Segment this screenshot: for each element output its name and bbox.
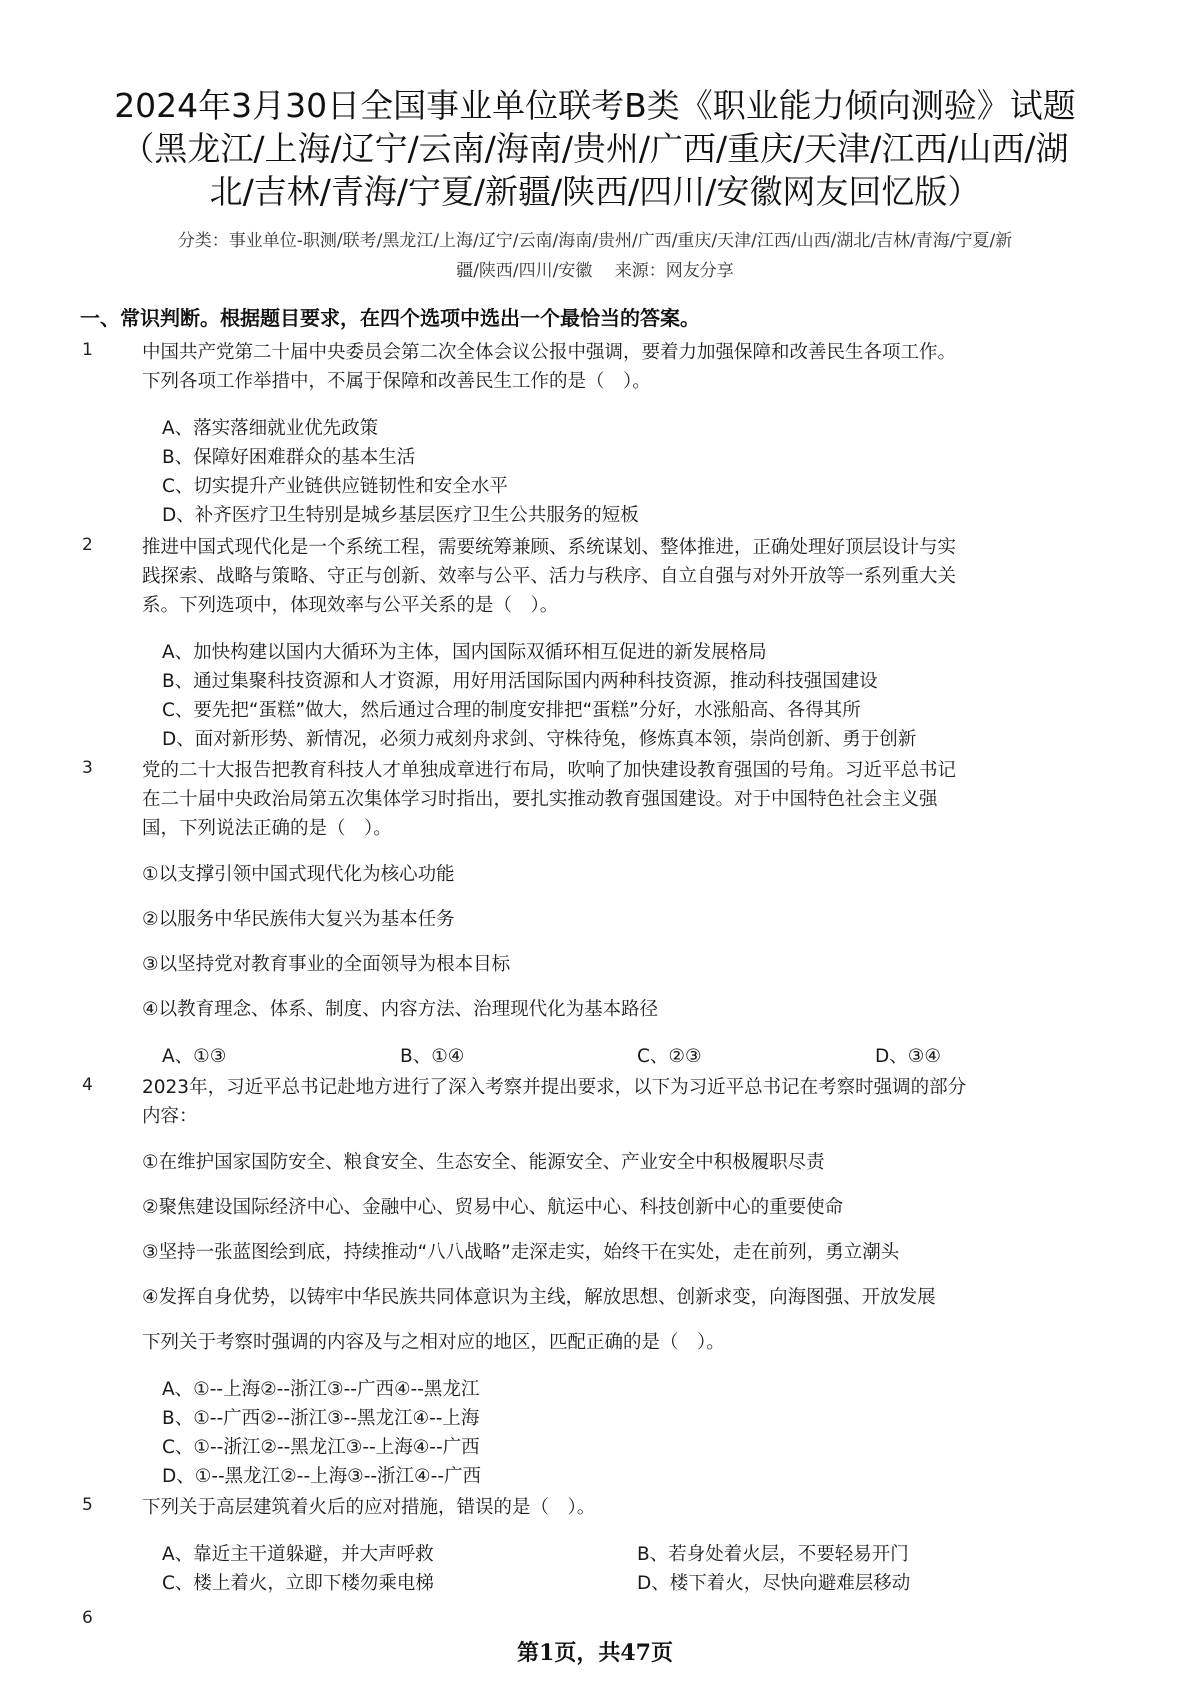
question-number: 3 [82,758,93,778]
option-a: A、①③ [162,1046,227,1067]
option-d: D、面对新形势、新情况，必须力戒刻舟求剑、守株待兔，修炼真本领，崇尚创新、勇于创新 [162,729,917,750]
meta-line-2: 疆/陕西/四川/安徽 来源：网友分享 [456,261,734,281]
question-number: 6 [82,1608,93,1628]
option-d: D、①--黑龙江②--上海③--浙江④--广西 [162,1466,481,1487]
question-line: 下列关于考察时强调的内容及与之相对应的地区，匹配正确的是（ ）。 [142,1332,725,1353]
title-line-3: 北/吉林/青海/宁夏/新疆/陕西/四川/安徽网友回忆版） [209,172,981,211]
option-b: B、保障好困难群众的基本生活 [162,447,416,468]
title-line-1: 2024年3月30日全国事业单位联考B类《职业能力倾向测验》试题 [114,86,1076,125]
question-number: 1 [82,340,93,360]
question-stem-line: 在二十届中央政治局第五次集体学习时指出，要扎实推动教育强国建设。对于中国特色社会主义强 [142,789,938,810]
option-b: B、①--广西②--浙江③--黑龙江④--上海 [162,1408,480,1429]
question-stem-line: 2023年，习近平总书记赴地方进行了深入考察并提出要求，以下为习近平总书记在考察时强调的部分 [142,1077,967,1098]
question-stem-line: 中国共产党第二十届中央委员会第二次全体会议公报中强调，要着力加强保障和改善民生各项工作。 [142,342,957,363]
question-stem-line: 推进中国式现代化是一个系统工程，需要统筹兼顾、系统谋划、整体推进，正确处理好顶层设计与实 [142,537,957,558]
section-heading: 一、常识判断。根据题目要求，在四个选项中选出一个最恰当的答案。 [80,306,700,330]
option-b: B、通过集聚科技资源和人才资源，用好用活国际国内两种科技资源，推动科技强国建设 [162,671,878,692]
option-b: B、若身处着火层，不要轻易开门 [637,1544,909,1565]
document-title [60,84,1130,213]
question-stem-line: 国，下列说法正确的是（ ）。 [142,818,392,839]
statement-item: ②以服务中华民族伟大复兴为基本任务 [142,909,455,930]
option-c: C、切实提升产业链供应链韧性和安全水平 [162,476,508,497]
option-a: A、靠近主干道躲避，并大声呼救 [162,1544,434,1565]
option-a: A、落实落细就业优先政策 [162,418,379,439]
statement-item: ①以支撑引领中国式现代化为核心功能 [142,864,455,885]
statement-item: ①在维护国家国防安全、粮食安全、生态安全、能源安全、产业安全中积极履职尽责 [142,1152,825,1173]
statement-item: ③以坚持党对教育事业的全面领导为根本目标 [142,954,511,975]
question-stem-line: 内容： [142,1106,198,1127]
option-c: C、②③ [637,1046,702,1067]
option-c: C、楼上着火，立即下楼勿乘电梯 [162,1573,434,1594]
option-a: A、①--上海②--浙江③--广西④--黑龙江 [162,1379,480,1400]
document-meta [80,226,1110,286]
question-number: 4 [82,1075,93,1095]
statement-item: ④以教育理念、体系、制度、内容方法、治理现代化为基本路径 [142,999,659,1020]
option-d: D、补齐医疗卫生特别是城乡基层医疗卫生公共服务的短板 [162,505,639,526]
option-b: B、①④ [400,1046,465,1067]
question-number: 2 [82,535,93,555]
title-line-2: （黑龙江/上海/辽宁/云南/海南/贵州/广西/重庆/天津/江西/山西/湖 [121,129,1069,168]
option-a: A、加快构建以国内大循环为主体，国内国际双循环相互促进的新发展格局 [162,642,767,663]
question-stem-line: 系。下列选项中，体现效率与公平关系的是（ ）。 [142,595,559,616]
option-c: C、①--浙江②--黑龙江③--上海④--广西 [162,1437,480,1458]
option-c: C、要先把“蛋糕”做大，然后通过合理的制度安排把“蛋糕”分好，水涨船高、各得其所 [162,700,861,721]
question-stem-line: 下列各项工作举措中，不属于保障和改善民生工作的是（ ）。 [142,371,651,392]
question-stem-line: 党的二十大报告把教育科技人才单独成章进行布局，吹响了加快建设教育强国的号角。习近平总书记 [142,760,957,781]
statement-item: ②聚焦建设国际经济中心、金融中心、贸易中心、航运中心、科技创新中心的重要使命 [142,1197,844,1218]
option-d: D、楼下着火，尽快向避难层移动 [637,1573,911,1594]
meta-line-1: 分类：事业单位-职测/联考/黑龙江/上海/辽宁/云南/海南/贵州/广西/重庆/天津/江西/山西/湖北/吉林/青海/宁夏/新 [177,231,1013,251]
statement-item: ③坚持一张蓝图绘到底，持续推动“八八战略”走深走实，始终干在实处，走在前列，勇立潮头 [142,1242,900,1263]
question-stem-line: 践探索、战略与策略、守正与创新、效率与公平、活力与秩序、自立自强与对外开放等一系列重大关 [142,566,957,587]
statement-item: ④发挥自身优势，以铸牢中华民族共同体意识为主线，解放思想、创新求变，向海图强、开放发展 [142,1287,936,1308]
option-d: D、③④ [875,1046,941,1067]
question-number: 5 [82,1495,93,1515]
page-footer: 第1页，共47页 [517,1640,673,1666]
question-stem-line: 下列关于高层建筑着火后的应对措施，错误的是（ ）。 [142,1497,596,1518]
